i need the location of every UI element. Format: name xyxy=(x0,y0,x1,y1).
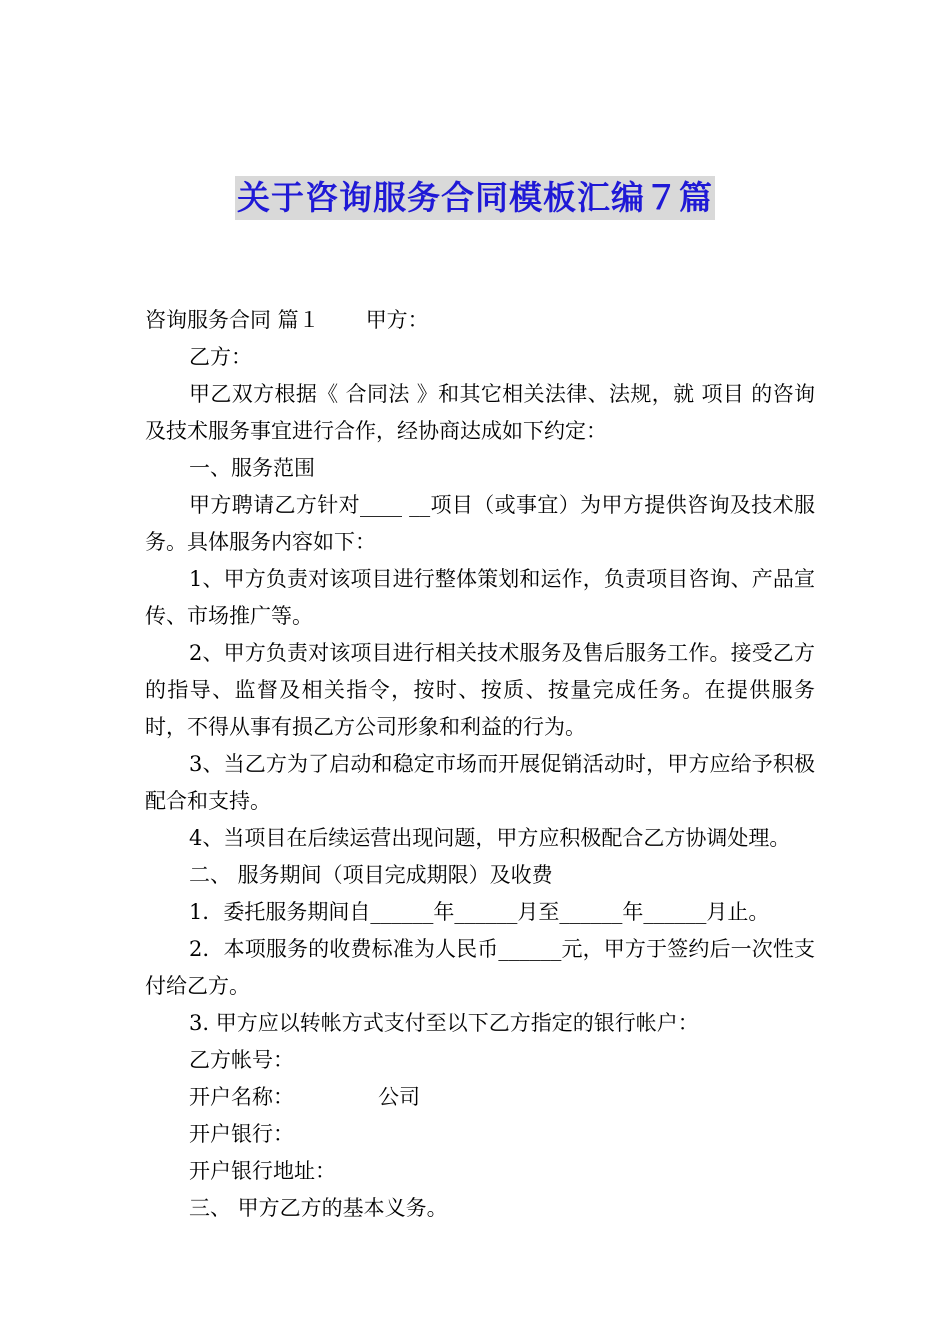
paragraph-scope: 甲方聘请乙方针对____ __项目（或事宜）为甲方提供咨询及技术服务。具体服务内容如下： xyxy=(145,493,815,554)
title-container xyxy=(0,176,950,220)
clause-4: 4、当项目在后续运营出现问题，甲方应积极配合乙方协调处理。 xyxy=(189,826,791,850)
paragraph-contract-header xyxy=(145,302,815,339)
document-title: 关于咨询服务合同模板汇编７篇 xyxy=(235,176,715,220)
account-name-line xyxy=(145,1079,815,1116)
document-body xyxy=(145,302,815,1227)
clause-2: 2、甲方负责对该项目进行相关技术服务及售后服务工作。接受乙方的指导、监督及相关指令，按时、按质、按量完成任务。在提供服务时，不得从事有损乙方公司形象和利益的行为。 xyxy=(145,641,815,739)
clause-3: 3、当乙方为了启动和稳定市场而开展促销活动时，甲方应给予积极配合和支持。 xyxy=(145,752,815,813)
account-number-label: 乙方帐号： xyxy=(189,1048,294,1072)
bank-label: 开户银行： xyxy=(189,1122,294,1146)
section-heading-2: 二、 服务期间（项目完成期限）及收费 xyxy=(189,863,553,887)
fee-clause-3: 3. 甲方应以转帐方式支付至以下乙方指定的银行帐户： xyxy=(189,1011,699,1035)
section-heading-3: 三、 甲方乙方的基本义务。 xyxy=(189,1196,448,1220)
fee-clause-2: 2．本项服务的收费标准为人民币______元，甲方于签约后一次性支付给乙方。 xyxy=(145,937,815,998)
clause-1: 1、甲方负责对该项目进行整体策划和运作，负责项目咨询、产品宣传、市场推广等。 xyxy=(145,567,815,628)
paragraph-intro: 甲乙双方根据《 合同法 》和其它相关法律、法规，就 项目 的咨询及技术服务事宜进行合作，经协商达成如下约定： xyxy=(145,382,815,443)
party-b-label: 乙方： xyxy=(189,345,252,369)
bank-address-label: 开户银行地址： xyxy=(189,1159,336,1183)
account-name-label: 开户名称： xyxy=(189,1085,294,1109)
party-a-label: 甲方： xyxy=(365,308,429,332)
fee-clause-1: 1．委托服务期间自______年______月至______年______月止。 xyxy=(189,900,770,924)
contract-heading: 咨询服务合同 篇１ xyxy=(145,308,320,332)
section-heading-1: 一、服务范围 xyxy=(189,456,315,480)
account-name-value: 公司 xyxy=(378,1085,420,1109)
